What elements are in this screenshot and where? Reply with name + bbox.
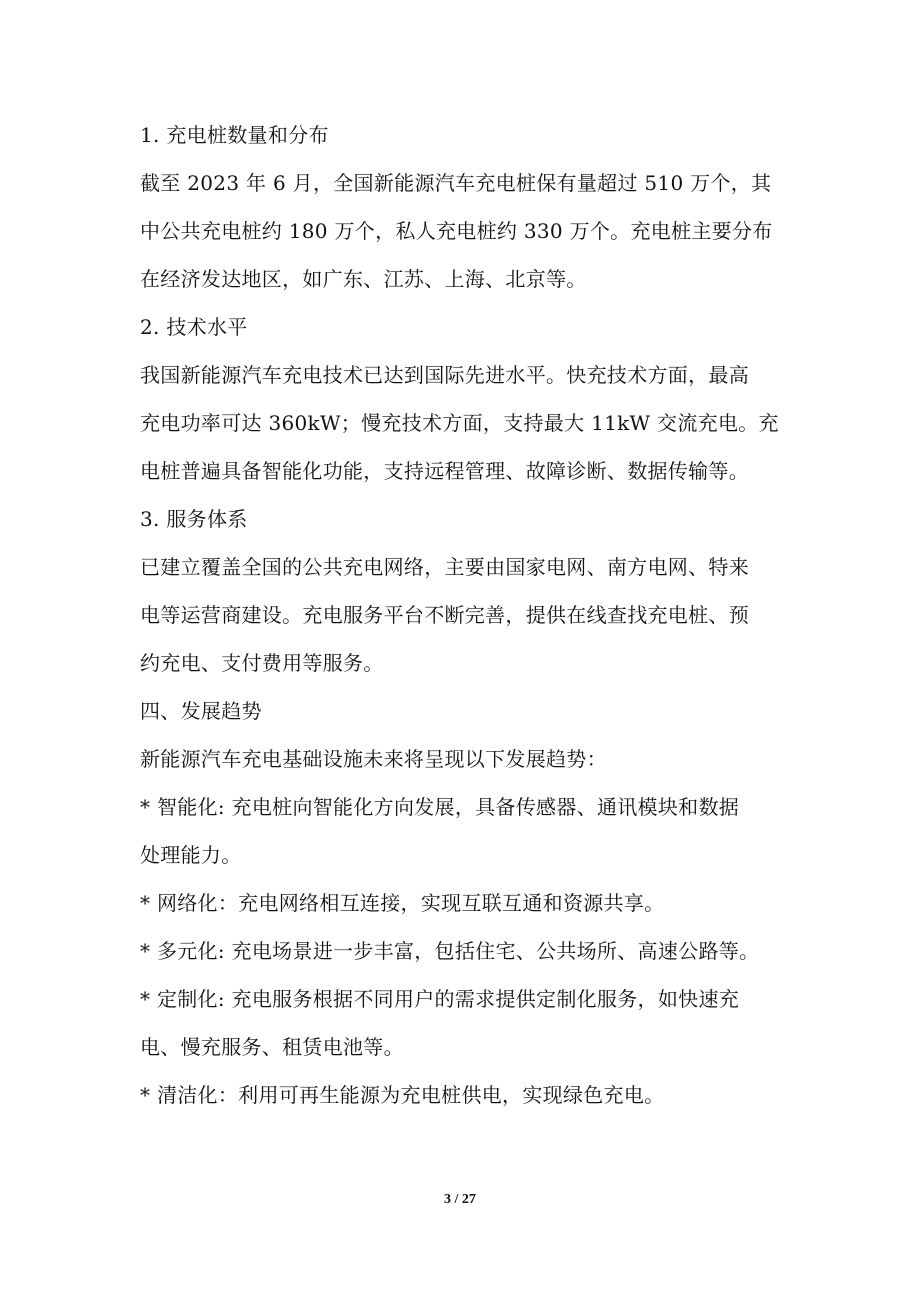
section-heading: 2. 技术水平 bbox=[140, 315, 248, 339]
paragraph-line: 截至 2023 年 6 月，全国新能源汽车充电桩保有量超过 510 万个，其 bbox=[140, 171, 772, 195]
section-heading: 3. 服务体系 bbox=[140, 507, 248, 531]
paragraph-line: 充电功率可达 360kW；慢充技术方面，支持最大 11kW 交流充电。充 bbox=[140, 411, 779, 435]
paragraph-line: 电桩普遍具备智能化功能，支持远程管理、故障诊断、数据传输等。 bbox=[140, 459, 749, 483]
bullet-item: * 网络化：充电网络相互连接，实现互联互通和资源共享。 bbox=[140, 891, 665, 915]
document-body bbox=[140, 111, 790, 1119]
bullet-item-continuation: 电、慢充服务、租赁电池等。 bbox=[140, 1035, 404, 1059]
paragraph-line: 我国新能源汽车充电技术已达到国际先进水平。快充技术方面，最高 bbox=[140, 363, 749, 387]
bullet-item-continuation: 处理能力。 bbox=[140, 843, 242, 867]
paragraph-line: 中公共充电桩约 180 万个，私人充电桩约 330 万个。充电桩主要分布 bbox=[140, 219, 773, 243]
page-number: 3 / 27 bbox=[444, 1192, 476, 1207]
section-heading: 四、发展趋势 bbox=[140, 699, 262, 723]
bullet-item: * 清洁化：利用可再生能源为充电桩供电，实现绿色充电。 bbox=[140, 1083, 665, 1107]
bullet-item: * 智能化: 充电桩向智能化方向发展，具备传感器、通讯模块和数据 bbox=[140, 795, 740, 819]
paragraph-line: 电等运营商建设。充电服务平台不断完善，提供在线查找充电桩、预 bbox=[140, 603, 749, 627]
bullet-item: * 定制化: 充电服务根据不同用户的需求提供定制化服务，如快速充 bbox=[140, 987, 740, 1011]
paragraph-line: 在经济发达地区，如广东、江苏、上海、北京等。 bbox=[140, 267, 587, 291]
bullet-item: * 多元化: 充电场景进一步丰富，包括住宅、公共场所、高速公路等。 bbox=[140, 939, 760, 963]
section-heading: 1. 充电桩数量和分布 bbox=[140, 123, 329, 147]
paragraph-line: 已建立覆盖全国的公共充电网络，主要由国家电网、南方电网、特来 bbox=[140, 555, 749, 579]
paragraph-line: 约充电、支付费用等服务。 bbox=[140, 651, 384, 675]
paragraph-line: 新能源汽车充电基础设施未来将呈现以下发展趋势： bbox=[140, 747, 607, 771]
